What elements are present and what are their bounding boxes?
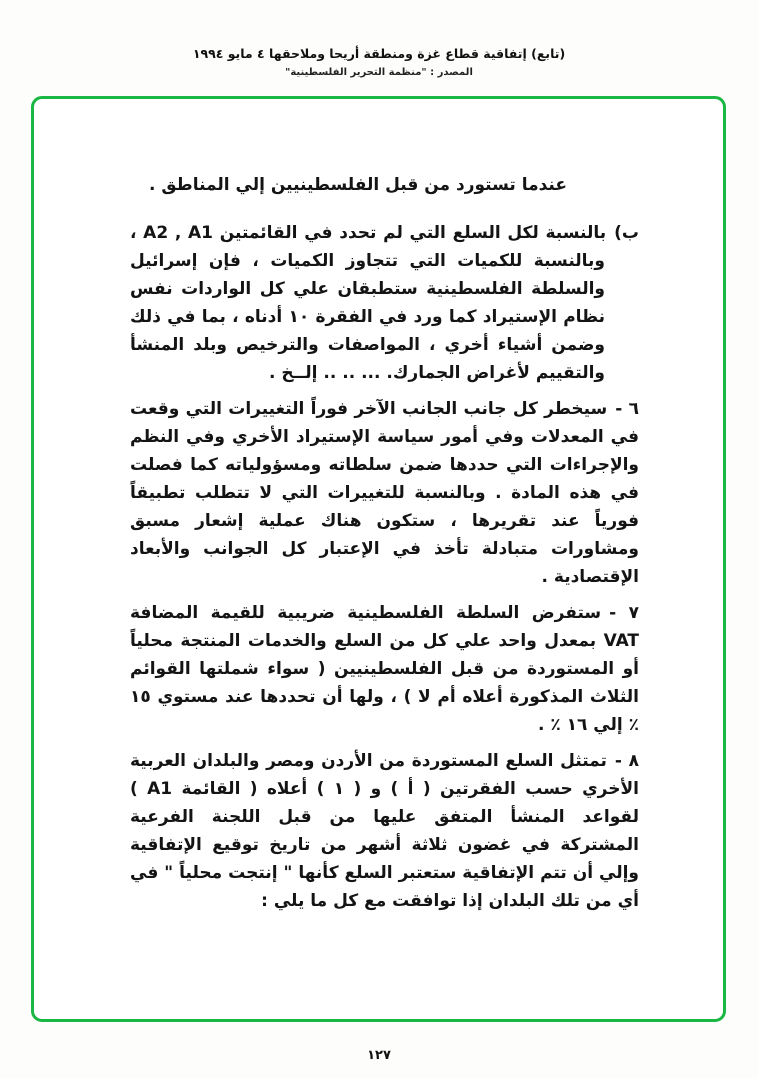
paragraph-item-8 <box>130 747 639 915</box>
document-footer <box>0 1044 758 1063</box>
item-8-text: تمتثل السلع المستوردة من الأردن ومصر والبلدان العربية الأخري حسب الفقرتين ( أ ) و ( ١ ) أعلاه ( القائمة A1 ) لقواعد المنشأ المتفق عليها من قبل اللجنة الفرعية المشتركة في غضون ثلاثة أشهر من تاريخ توقيع الإتفاقية وإلي أن تتم الإتفاقية ستعتبر السلع كأنها " إنتجت محلياً " في أي من تلك البلدان إذا توافقت مع كل ما يلي : <box>130 751 639 911</box>
item-6-text: سيخطر كل جانب الجانب الآخر فوراً التغييرات التي وقعت في المعدلات وفي أمور سياسة الإستيراد الأخري وفي النظم والإجراءات التي حددها ضمن سلطاته ومسؤولياته كما فصلت في هذه المادة . وبالنسبة للتغييرات التي لا تتطلب تطبيقاً فورياً عند تقريرها ، ستكون هناك عملية إشعار مسبق ومشاورات متبادلة تأخذ في الإعتبار كل الجوانب والأبعاد الإقتصادية . <box>130 399 639 587</box>
paragraph-intro: عندما تستورد من قبل الفلسطينيين إلي المناطق . <box>148 175 567 195</box>
item-6-marker: ٦ - <box>615 399 639 419</box>
item-7-marker: ٧ - <box>609 603 639 623</box>
page-number: ١٢٧ <box>367 1048 391 1063</box>
document-source: المصدر : "منظمة التحرير الفلسطينية" <box>285 67 473 78</box>
item-7-text: ستفرض السلطة الفلسطينية ضريبية للقيمة المضافة VAT بمعدل واحد علي كل من السلع والخدمات المنتجة محلياً أو المستوردة من قبل الفلسطينيين ( سواء شملتها القوائم الثلاث المذكورة أعلاه أم لا ) ، ولها أن تحددها عند مستوي ١٥ ٪ إلي ١٦ ٪ . <box>130 603 639 735</box>
item-8-marker: ٨ - <box>614 751 639 771</box>
item-b-text: بالنسبة لكل السلع التي لم تحدد في القائمتين A2 , A1 ، وبالنسبة للكميات التي تتجاوز الكميات ، فإن إسرائيل والسلطة الفلسطينية ستطبقان علي كل الواردات نفس نظام الإستيراد كما ورد في الفقرة ١٠ أدناه ، بما في ذلك وضمن أشياء أخري ، المواصفات والترخيص وبلد المنشأ والتقييم لأغراض الجمارك. ... .. .. إلــخ . <box>130 223 607 383</box>
paragraph-item-6 <box>130 395 639 591</box>
paragraph-item-7 <box>130 599 639 739</box>
paragraph-item-b <box>130 219 639 387</box>
content-frame <box>31 96 726 1022</box>
item-b-marker: ب) <box>614 223 639 243</box>
document-title: (تابع) إتفاقية قطاع غزة ومنطقة أريحا وملاحقها ٤ مايو ١٩٩٤ <box>192 46 566 61</box>
document-header <box>0 46 758 79</box>
document-body <box>34 99 723 915</box>
